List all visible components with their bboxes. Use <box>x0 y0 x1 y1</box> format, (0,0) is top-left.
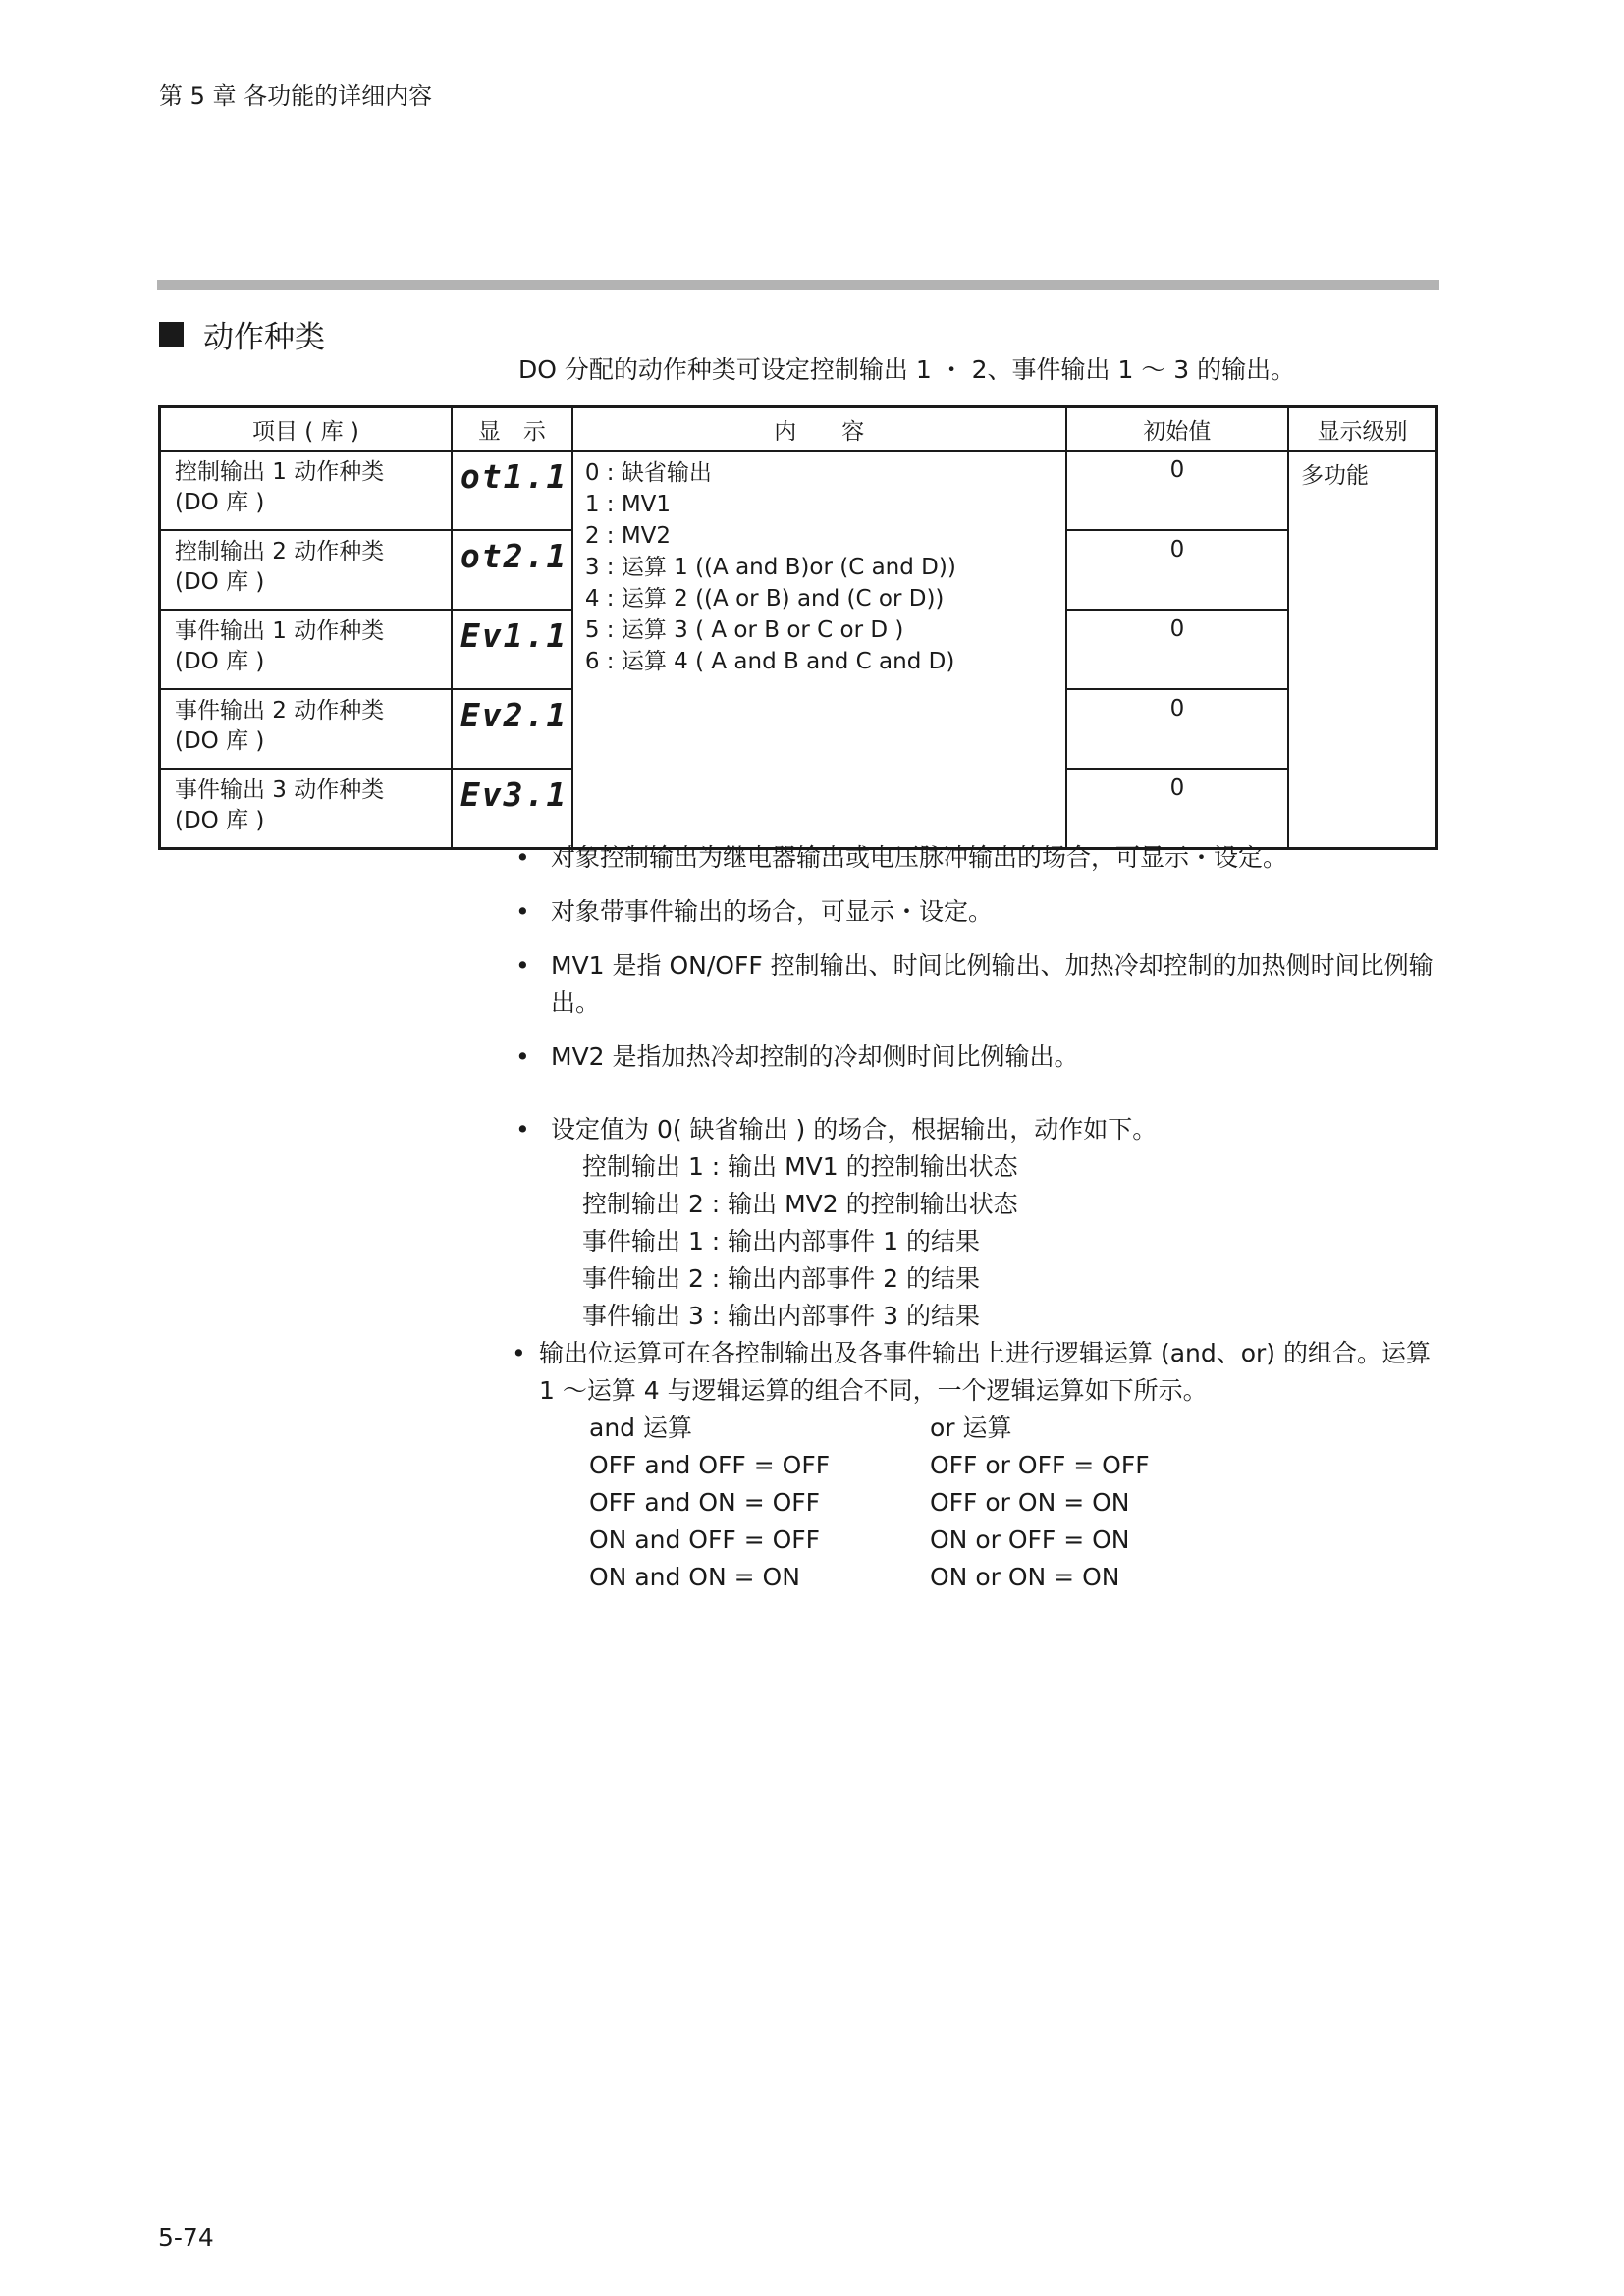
display-level-cell: 多功能 <box>1288 451 1437 849</box>
lcd-display-code: Ev1.1 <box>460 616 568 655</box>
initial-value-cell: 0 <box>1066 530 1288 610</box>
display-cell <box>452 610 572 689</box>
item-cell <box>160 610 452 689</box>
note-text: 对象带事件输出的场合，可显示・设定。 <box>551 897 994 926</box>
note-item <box>512 1335 1438 1410</box>
lcd-display-code: Ev3.1 <box>460 775 568 814</box>
initial-value-cell: 0 <box>1066 610 1288 689</box>
default-output-item: 控制输出 2 : 输出 MV2 的控制输出状态 <box>582 1190 1018 1218</box>
column-header-display: 显 示 <box>452 407 572 452</box>
logic-line: OFF or ON = ON <box>930 1488 1130 1517</box>
logic-line: OFF or OFF = OFF <box>930 1451 1150 1479</box>
lcd-display-code: Ev2.1 <box>460 696 568 734</box>
logic-line: or 运算 <box>930 1414 1012 1442</box>
logic-line: OFF and OFF = OFF <box>589 1451 831 1479</box>
bullet-dot-icon: • <box>512 1339 526 1367</box>
content-option: 4 : 运算 2 ((A or B) and (C or D)) <box>584 586 945 612</box>
note-text: MV2 是指加热冷却控制的冷却侧时间比例输出。 <box>551 1042 1079 1071</box>
display-cell <box>452 451 572 530</box>
default-output-item: 事件输出 1 : 输出内部事件 1 的结果 <box>582 1227 980 1255</box>
default-output-item: 事件输出 2 : 输出内部事件 2 的结果 <box>582 1264 980 1293</box>
section-intro: DO 分配的动作种类可设定控制输出 1 ・ 2、事件输出 1 ～ 3 的输出。 <box>518 355 1296 384</box>
item-bank: (DO 库 ) <box>175 569 265 595</box>
section-title: 动作种类 <box>203 320 325 355</box>
or-column <box>930 1410 1224 1596</box>
note-text: 设定值为 0( 缺省输出 ) 的场合，根据输出，动作如下。 <box>551 1115 1158 1144</box>
column-header-level: 显示级别 <box>1288 407 1437 452</box>
default-output-item: 控制输出 1 : 输出 MV1 的控制输出状态 <box>582 1152 1018 1181</box>
display-cell <box>452 689 572 769</box>
bullet-dot-icon: • <box>515 951 530 980</box>
item-cell <box>160 451 452 530</box>
item-name: 事件输出 3 动作种类 <box>175 777 385 803</box>
and-column <box>589 1410 930 1596</box>
chapter-header: 第 5 章 各功能的详细内容 <box>159 82 433 110</box>
parameter-table <box>158 405 1438 850</box>
page-number: 5-74 <box>158 2223 214 2252</box>
logic-line: ON and ON = ON <box>589 1563 800 1591</box>
item-cell <box>160 530 452 610</box>
content-cell <box>572 451 1066 849</box>
item-bank: (DO 库 ) <box>175 490 265 515</box>
note-item <box>515 947 1438 1022</box>
content-option: 3 : 运算 1 ((A and B)or (C and D)) <box>584 555 956 580</box>
item-cell <box>160 769 452 849</box>
column-header-item: 项目 ( 库 ) <box>160 407 452 452</box>
initial-value-cell: 0 <box>1066 451 1288 530</box>
note-text: 输出位运算可在各控制输出及各事件输出上进行逻辑运算 (and、or) 的组合。运算 1 ～运算 4 与逻辑运算的组合不同，一个逻辑运算如下所示。 <box>539 1339 1432 1405</box>
item-bank: (DO 库 ) <box>175 649 265 674</box>
logic-line: OFF and ON = OFF <box>589 1488 821 1517</box>
logic-line: and 运算 <box>589 1414 692 1442</box>
lcd-display-code: ot2.1 <box>460 537 568 575</box>
note-item <box>515 893 1438 931</box>
initial-value-cell: 0 <box>1066 689 1288 769</box>
initial-value-cell: 0 <box>1066 769 1288 849</box>
display-cell <box>452 530 572 610</box>
logic-truth-table <box>515 1410 1438 1596</box>
note-item <box>515 1111 1438 1148</box>
logic-line: ON or ON = ON <box>930 1563 1120 1591</box>
content-option: 0 : 缺省输出 <box>584 460 712 486</box>
bullet-dot-icon: • <box>515 1115 530 1144</box>
item-bank: (DO 库 ) <box>175 808 265 833</box>
table-row <box>160 451 1437 530</box>
logic-line: ON and OFF = OFF <box>589 1525 821 1554</box>
column-header-content: 内 容 <box>572 407 1066 452</box>
item-name: 控制输出 2 动作种类 <box>175 539 385 564</box>
content-option: 1 : MV1 <box>584 492 672 517</box>
section-heading <box>159 312 325 356</box>
item-name: 事件输出 2 动作种类 <box>175 698 385 723</box>
section-divider <box>157 280 1439 290</box>
note-text: 对象控制输出为继电器输出或电压脉冲输出的场合，可显示・设定。 <box>551 843 1288 872</box>
lcd-display-code: ot1.1 <box>460 457 568 496</box>
logic-line: ON or OFF = ON <box>930 1525 1130 1554</box>
note-item <box>515 839 1438 877</box>
content-option: 6 : 运算 4 ( A and B and C and D) <box>584 649 955 674</box>
square-bullet-icon <box>159 322 184 347</box>
item-bank: (DO 库 ) <box>175 728 265 754</box>
bullet-dot-icon: • <box>515 843 530 872</box>
note-item <box>515 1039 1438 1076</box>
note-text: MV1 是指 ON/OFF 控制输出、时间比例输出、加热冷却控制的加热侧时间比例输出。 <box>551 951 1434 1017</box>
content-option: 5 : 运算 3 ( A or B or C or D ) <box>584 617 904 643</box>
column-header-initial: 初始值 <box>1066 407 1288 452</box>
item-name: 事件输出 1 动作种类 <box>175 618 385 644</box>
content-option: 2 : MV2 <box>584 523 672 549</box>
default-output-item: 事件输出 3 : 输出内部事件 3 的结果 <box>582 1302 980 1330</box>
bullet-dot-icon: • <box>515 897 530 926</box>
item-cell <box>160 689 452 769</box>
bullet-dot-icon: • <box>515 1042 530 1071</box>
table-header-row <box>160 407 1437 452</box>
item-name: 控制输出 1 动作种类 <box>175 459 385 485</box>
notes-list <box>512 839 1438 1596</box>
display-cell <box>452 769 572 849</box>
default-output-list <box>515 1148 1438 1335</box>
